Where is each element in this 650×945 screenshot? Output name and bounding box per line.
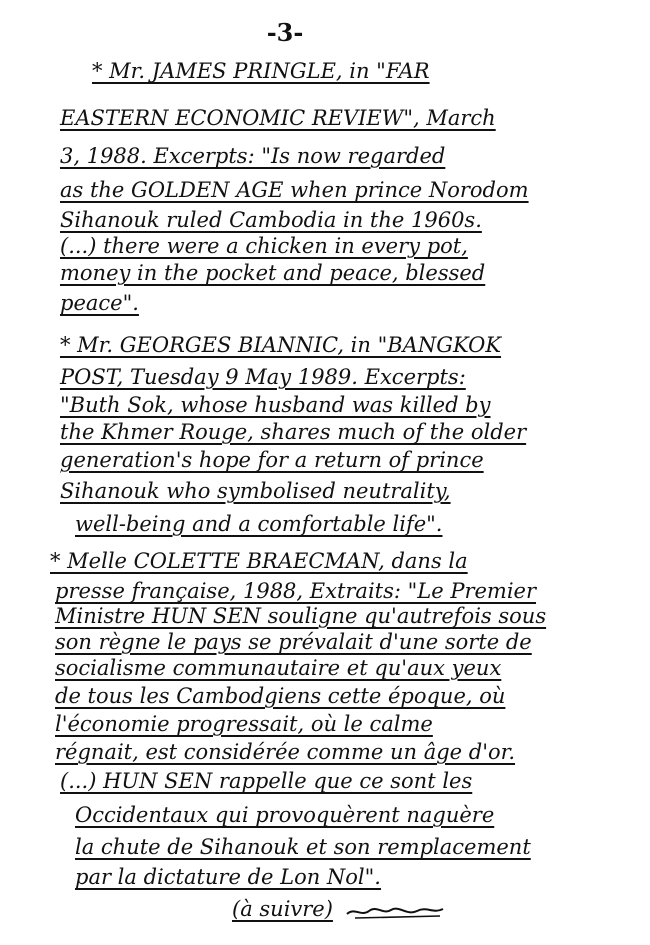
item2-line-2: POST, Tuesday 9 May 1989. Excerpts: — [60, 365, 466, 389]
item2-line-3: "Buth Sok, whose husband was killed by — [60, 393, 491, 417]
item1-line-2: EASTERN ECONOMIC REVIEW", March — [60, 106, 496, 130]
item2-line-7: well-being and a comfortable life". — [75, 512, 443, 536]
item2-line-1: * Mr. GEORGES BIANNIC, in "BANGKOK — [60, 333, 502, 357]
item2-line-5: generation's hope for a return of prince — [60, 448, 484, 472]
item1-line-4: as the GOLDEN AGE when prince Norodom — [60, 178, 529, 202]
item2-line-6: Sihanouk who symbolised neutrality, — [60, 479, 451, 503]
page-number: -3- — [266, 18, 304, 47]
item3-line-6: de tous les Cambodgiens cette époque, où — [55, 684, 506, 708]
item3-line-3: Ministre HUN SEN souligne qu'autrefois sous — [55, 604, 547, 628]
item1-line-7: money in the pocket and peace, blessed — [60, 261, 486, 285]
item3-line-7: l'économie progressait, où le calme — [55, 712, 433, 736]
item2-line-4: the Khmer Rouge, shares much of the older — [60, 420, 527, 444]
item3-line-11: la chute de Sihanouk et son remplacement — [75, 835, 531, 859]
closing-note: (à suivre) — [232, 897, 333, 921]
item3-line-8: régnait, est considérée comme un âge d'or. — [55, 740, 516, 764]
item3-line-12: par la dictature de Lon Nol". — [75, 865, 381, 889]
item1-line-8: peace". — [60, 291, 139, 315]
item3-line-5: socialisme communautaire et qu'aux yeux — [55, 656, 502, 680]
item3-line-2: presse française, 1988, Extraits: "Le Premier — [55, 579, 537, 603]
signature-scribble — [345, 905, 445, 919]
item1-line-3: 3, 1988. Excerpts: "Is now regarded — [60, 144, 446, 168]
item1-line-5: Sihanouk ruled Cambodia in the 1960s. — [60, 208, 482, 232]
item3-line-4: son règne le pays se prévalait d'une sorte de — [55, 630, 532, 654]
item1-line-1: * Mr. JAMES PRINGLE, in "FAR — [92, 59, 430, 83]
item3-line-1: * Melle COLETTE BRAECMAN, dans la — [50, 549, 468, 573]
item3-line-9: (...) HUN SEN rappelle que ce sont les — [60, 769, 473, 793]
item1-line-6: (...) there were a chicken in every pot, — [60, 234, 468, 258]
item3-line-10: Occidentaux qui provoquèrent naguère — [75, 803, 495, 827]
